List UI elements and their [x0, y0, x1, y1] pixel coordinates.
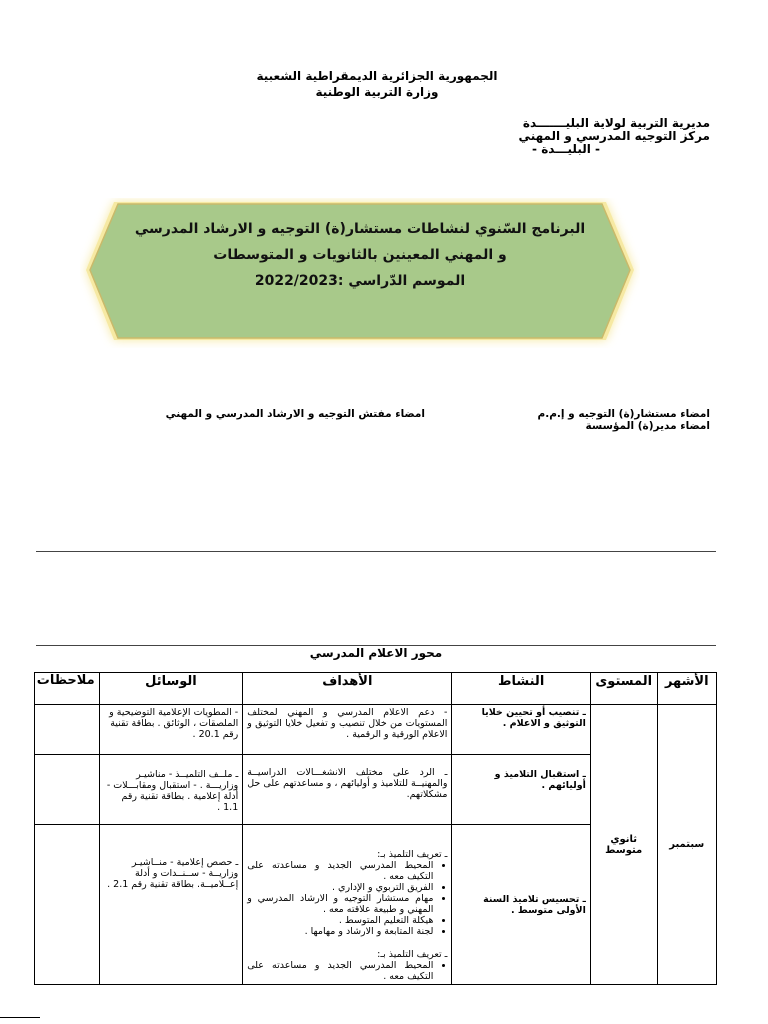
- level-cell: ثانوي متوسط: [590, 705, 657, 985]
- header-notes: ملاحظات: [35, 673, 100, 705]
- notes-cell: [35, 825, 100, 985]
- goal-intro: ـ تعريف التلميذ بـ:: [377, 949, 448, 960]
- month-cell: سبتمبر: [657, 705, 716, 985]
- directorate-block: [410, 117, 710, 156]
- goal-intro: ـ تعريف التلميذ بـ:: [377, 849, 448, 860]
- center-line: مركز التوجيه المدرسي و المهني: [518, 129, 710, 143]
- axis-title: محور الاعلام المدرسي: [309, 646, 443, 660]
- divider: [36, 551, 716, 552]
- inspector-signature: امضاء مفتش التوجيه و الارشاد المدرسي و المهني: [165, 408, 425, 420]
- goal-item: • المحيط المدرسي الجديد و مساعدته على التكيف معه .: [247, 860, 433, 882]
- city-line: - البليـــدة -: [532, 142, 600, 156]
- means-cell: ـ حصص إعلامية - منــاشيـر وزاريــة - ســنــدات و أدلة إعــلاميــة. بطاقة تقنية رقم 2.1 .: [99, 825, 243, 985]
- goal-list: [247, 960, 447, 982]
- signature-block-right: [510, 408, 710, 432]
- program-banner: [80, 198, 640, 348]
- goal-cell: [243, 825, 452, 985]
- means-cell: - المطويات الإعلامية التوضيحية و الملصقات ، الوثائق . بطاقة تقنية رقم 20.1 .: [99, 705, 243, 755]
- goal-cell: ـ الرد على مختلف الانشغـــالات الدراسيــة والمهنيــة للتلاميذ و أوليائهم ، و مساعدتهم على حل مشكلاتهم.: [243, 755, 452, 825]
- banner-line-2: و المهني المعينين بالثانويات و المتوسطات: [213, 247, 507, 263]
- header-goals: الأهداف: [243, 673, 452, 705]
- header-month: الأشهر: [657, 673, 716, 705]
- page-edge-line: [0, 1017, 40, 1018]
- goal-item: • المحيط المدرسي الجديد و مساعدته على التكيف معه .: [247, 960, 433, 982]
- director-signature: امضاء مدير(ة) المؤسسة: [585, 420, 710, 432]
- goal-list: [247, 860, 447, 937]
- goal-cell: - دعم الاعلام المدرسي و المهني لمختلف المستويات من خلال تنصيب و تفعيل خلايا التوثيق و الاعلام الورقية و الرقمية .: [243, 705, 452, 755]
- table-row: [35, 705, 717, 755]
- notes-cell: [35, 705, 100, 755]
- goal-item: • هيكلة التعليم المتوسط .: [247, 915, 433, 926]
- notes-cell: [35, 755, 100, 825]
- header-activity: النشاط: [452, 673, 590, 705]
- republic-title: الجمهورية الجزائرية الديمقراطية الشعبية: [256, 69, 498, 83]
- means-cell: ـ ملــف التلميــذ - مناشيـر وزاريـــة . - استقبال ومقابـــلات - أدلة إعلامية . بطاقة تقنية رقم 1.1 .: [99, 755, 243, 825]
- program-table: [34, 672, 717, 985]
- goal-item: • لجنة المتابعة و الارشاد و مهامها .: [247, 926, 433, 937]
- header-level: المستوى: [590, 673, 657, 705]
- activity-cell: ـ تنصيب أو تحيين خلايا التوثيق و الاعلام .: [452, 705, 590, 755]
- ministry-title: وزارة التربية الوطنية: [315, 85, 439, 99]
- banner-line-1: البرنامج السّنوي لنشاطات مستشار(ة) التوجيه و الارشاد المدرسي: [134, 221, 586, 237]
- header-means: الوسائل: [99, 673, 243, 705]
- activity-cell: ـ تحسيس تلاميذ السنة الأولى متوسط .: [452, 825, 590, 985]
- table-header-row: [35, 673, 717, 705]
- goal-item: • الفريق التربوي و الإداري .: [247, 882, 433, 893]
- banner-line-3: الموسم الدّراسي :2022/2023: [254, 273, 466, 289]
- counselor-signature: امضاء مستشار(ة) التوجيه و إ.م.م: [537, 408, 710, 420]
- activity-cell: ـ استقبال التلاميذ و أوليائهم .: [452, 755, 590, 825]
- goal-item: • مهام مستشار التوجيه و الارشاد المدرسي و المهني و طبيعة علاقته معه .: [247, 893, 433, 915]
- directorate-line: مديرية التربية لولاية البليـــــــدة: [522, 116, 710, 130]
